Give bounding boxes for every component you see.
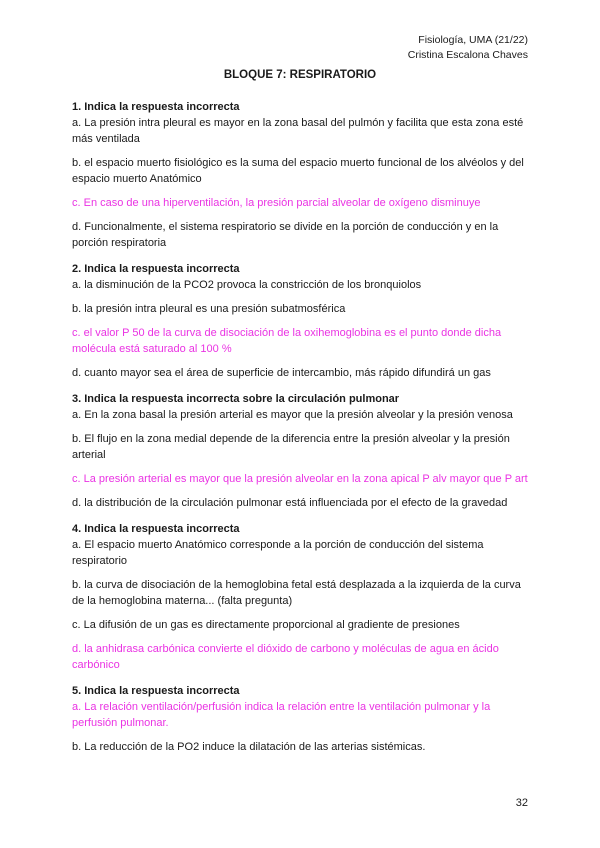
option-b: b. la curva de disociación de la hemoglobina fetal está desplazada a la izquierda de la curva de la hemoglobina materna... (falta pregunta)	[72, 579, 521, 607]
option-d: d. la distribución de la circulación pulmonar está influenciada por el efecto de la gravedad	[72, 497, 508, 509]
page-number: 32	[515, 797, 528, 809]
question-2	[72, 261, 534, 381]
option-b: b. El flujo en la zona medial depende de la diferencia entre la presión alveolar y la presión arterial	[72, 433, 510, 461]
option-c-highlighted: c. La presión arterial es mayor que la presión alveolar en la zona apical P alv mayor que P art	[72, 473, 528, 485]
option-a: a. El espacio muerto Anatómico corresponde a la porción de conducción del sistema respiratorio	[72, 539, 484, 567]
header-course: Fisiología, UMA (21/22)	[418, 34, 528, 46]
option-b: b. el espacio muerto fisiológico es la suma del espacio muerto funcional de los alvéolos y del espacio muerto Anatómico	[72, 157, 524, 185]
option-d: d. Funcionalmente, el sistema respiratorio se divide en la porción de conducción y en la porción respiratoria	[72, 221, 499, 249]
option-a-highlighted: a. La relación ventilación/perfusión indica la relación entre la ventilación pulmonar y la perfusión pulmonar.	[72, 701, 491, 729]
option-a: a. la disminución de la PCO2 provoca la constricción de los bronquiolos	[72, 279, 422, 291]
question-title: 2. Indica la respuesta incorrecta	[72, 263, 240, 275]
question-title: 1. Indica la respuesta incorrecta	[72, 101, 240, 113]
option-a: a. La presión intra pleural es mayor en la zona basal del pulmón y facilita que esta zona esté más ventilada	[72, 117, 524, 145]
question-5	[72, 683, 534, 755]
page-header	[408, 33, 528, 63]
option-d-highlighted: d. la anhidrasa carbónica convierte el dióxido de carbono y moléculas de agua en ácido carbónico	[72, 643, 499, 671]
question-4	[72, 521, 534, 673]
questions-list	[72, 99, 534, 765]
option-b: b. la presión intra pleural es una presión subatmosférica	[72, 303, 346, 315]
option-d: d. cuanto mayor sea el área de superficie de intercambio, más rápido difundirá un gas	[72, 367, 491, 379]
option-c-highlighted: c. En caso de una hiperventilación, la presión parcial alveolar de oxígeno disminuye	[72, 197, 481, 209]
question-title: 4. Indica la respuesta incorrecta	[72, 523, 240, 535]
question-1	[72, 99, 534, 251]
page-title: BLOQUE 7: RESPIRATORIO	[223, 69, 377, 81]
option-c: c. La difusión de un gas es directamente proporcional al gradiente de presiones	[72, 619, 460, 631]
question-title: 3. Indica la respuesta incorrecta sobre la circulación pulmonar	[72, 393, 400, 405]
question-title: 5. Indica la respuesta incorrecta	[72, 685, 240, 697]
option-b: b. La reducción de la PO2 induce la dilatación de las arterias sistémicas.	[72, 741, 426, 753]
option-c-highlighted: c. el valor P 50 de la curva de disociación de la oxihemoglobina es el punto donde dicha molécula está saturado al 100 %	[72, 327, 502, 355]
option-a: a. En la zona basal la presión arterial es mayor que la presión alveolar y la presión venosa	[72, 409, 513, 421]
header-author: Cristina Escalona Chaves	[407, 49, 528, 61]
question-3	[72, 391, 534, 511]
